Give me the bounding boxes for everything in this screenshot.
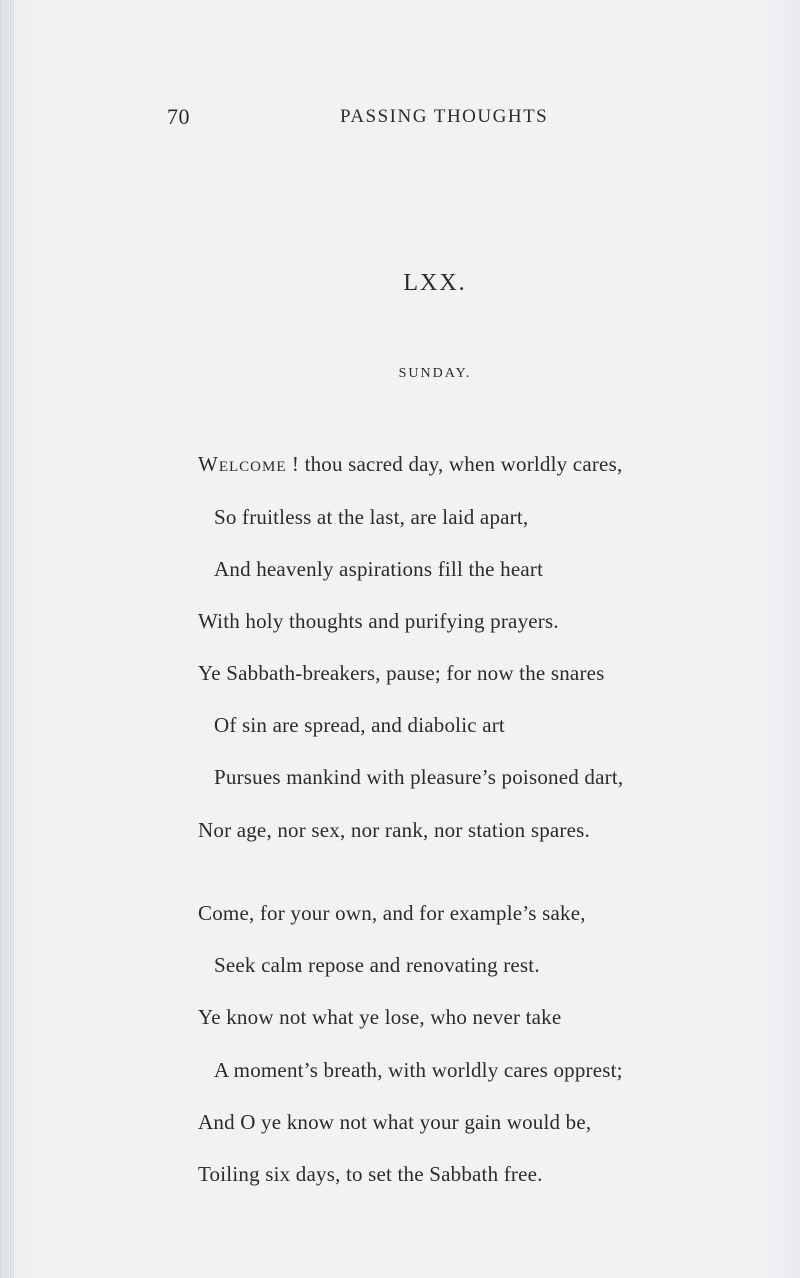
poem-line: Ye know not what ye lose, who never take — [198, 1005, 562, 1029]
poem-line: Come, for your own, and for example’s sake, — [198, 901, 586, 925]
poem-line: Of sin are spread, and diabolic art — [214, 713, 505, 737]
page-number: 70 — [167, 104, 190, 129]
poem-line: Toiling six days, to set the Sabbath free. — [198, 1162, 543, 1186]
poem-line: Pursues mankind with pleasure’s poisoned dart, — [214, 765, 624, 789]
line-text: ! thou sacred day, when worldly cares, — [286, 452, 623, 476]
poem-title: SUNDAY. — [398, 366, 472, 381]
poem-line: Seek calm repose and renovating rest. — [214, 953, 540, 977]
poem-line: A moment’s breath, with worldly cares opprest; — [214, 1058, 623, 1082]
poem-line: Ye Sabbath-breakers, pause; for now the snares — [198, 661, 605, 685]
first-word: Welcome — [198, 452, 287, 476]
poem-line — [198, 452, 622, 477]
poem-line: And O ye know not what your gain would be, — [198, 1110, 592, 1134]
poem-line: With holy thoughts and purifying prayers. — [198, 609, 559, 633]
running-title: PASSING THOUGHTS — [340, 106, 549, 127]
poem-line: And heavenly aspirations fill the heart — [214, 557, 544, 581]
poem-line: Nor age, nor sex, nor rank, nor station spares. — [198, 818, 590, 842]
chapter-number: LXX. — [403, 270, 467, 296]
poem-line: So fruitless at the last, are laid apart, — [214, 505, 529, 529]
page-binding-edge — [0, 0, 14, 1278]
